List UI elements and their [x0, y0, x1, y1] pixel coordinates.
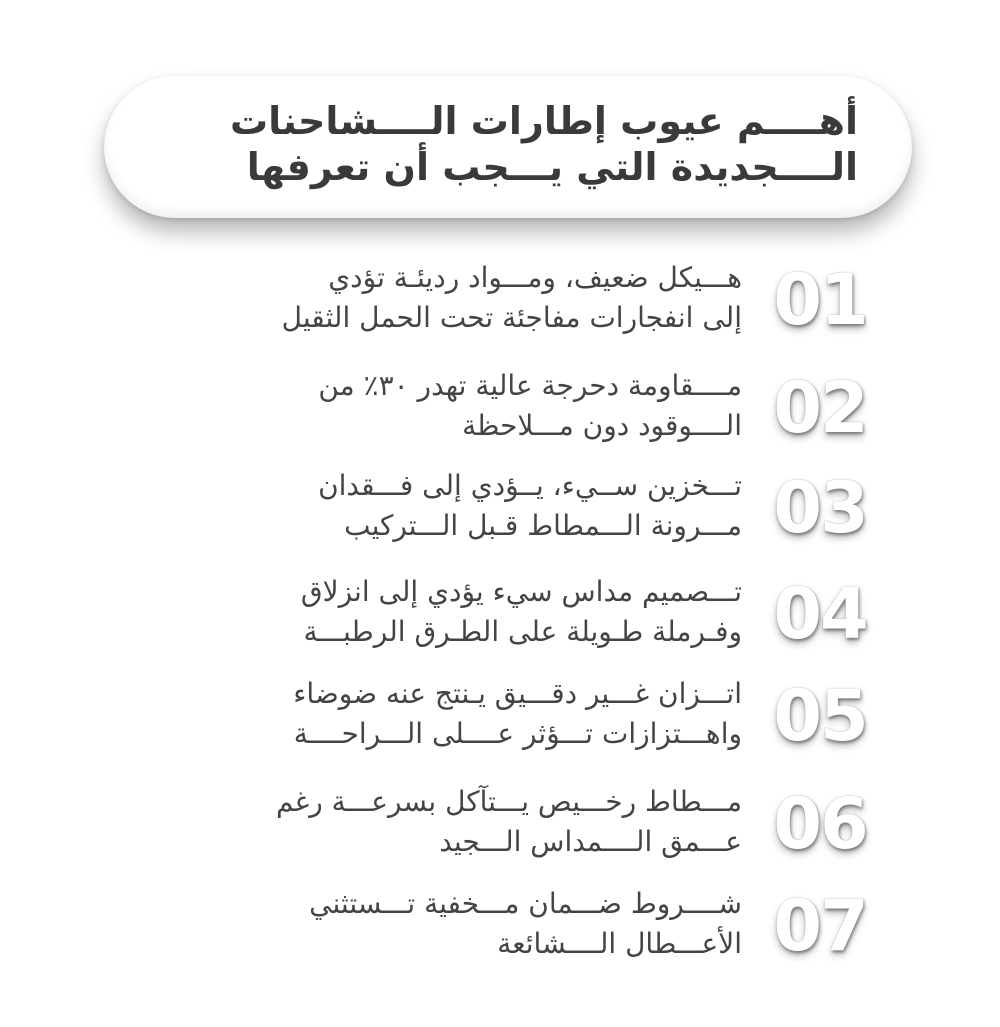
title-line-2: الــــجديدة التي يـــجب أن تعرفها — [246, 145, 858, 189]
list-item — [150, 674, 870, 764]
item-text-line-2: واهـــتزازات تـــؤثر عــــلى الـــراحــــة — [293, 717, 742, 750]
item-text-line-2: الأعـــطال الــــشائعة — [497, 927, 742, 960]
list-item — [150, 782, 870, 872]
item-number: 03 — [773, 467, 867, 549]
item-text — [152, 884, 742, 964]
item-text-line-1: مــــقاومة دحرجة عالية تهدر ٣٠٪ من — [318, 369, 742, 402]
item-number: 05 — [773, 675, 867, 757]
item-text — [152, 674, 742, 754]
item-text — [152, 782, 742, 862]
item-number: 07 — [773, 885, 867, 967]
item-text-line-1: هـــيكل ضعيف، ومـــواد رديئـة تؤدي — [328, 261, 742, 294]
item-text-line-2: عـــمق الــــمداس الـــجيد — [439, 825, 742, 858]
list-item — [150, 466, 870, 556]
item-text-line-1: تـــصميم مداس سيء يؤدي إلى انزلاق — [300, 575, 742, 608]
item-text-line-1: مـــطاط رخـــيص يـــتآكل بسرعـــة رغم — [275, 785, 742, 818]
title-line-1: أهــــم عيوب إطارات الــــشاحنات — [229, 99, 858, 143]
item-text-line-1: اتـــزان غـــير دقـــيق يـنتج عنه ضوضاء — [293, 677, 742, 710]
item-number: 02 — [773, 367, 867, 449]
item-text-line-1: شــــروط ضـــمان مـــخفية تـــستثني — [309, 887, 742, 920]
list-item — [150, 884, 870, 974]
item-text-line-2: وفـرملة طـويلة على الطـرق الرطبـــة — [303, 615, 742, 648]
item-number: 01 — [773, 259, 867, 341]
list-item — [150, 366, 870, 456]
item-text — [152, 258, 742, 338]
list-item — [150, 572, 870, 662]
item-text-line-2: الــــوقود دون مـــلاحظة — [462, 409, 742, 442]
item-text — [152, 572, 742, 652]
title-banner — [104, 76, 912, 218]
item-number: 06 — [773, 783, 867, 865]
item-text — [152, 466, 742, 546]
item-text — [152, 366, 742, 446]
list-item — [150, 258, 870, 348]
item-text-line-2: إلى انفجارات مفاجئة تحت الحمل الثقيل — [281, 301, 742, 334]
item-text-line-1: تـــخزين ســيء، يــؤدي إلى فـــقدان — [318, 469, 742, 502]
item-number: 04 — [773, 573, 867, 655]
item-text-line-2: مـــرونة الـــمطاط قـبل الـــتركيب — [344, 509, 742, 542]
